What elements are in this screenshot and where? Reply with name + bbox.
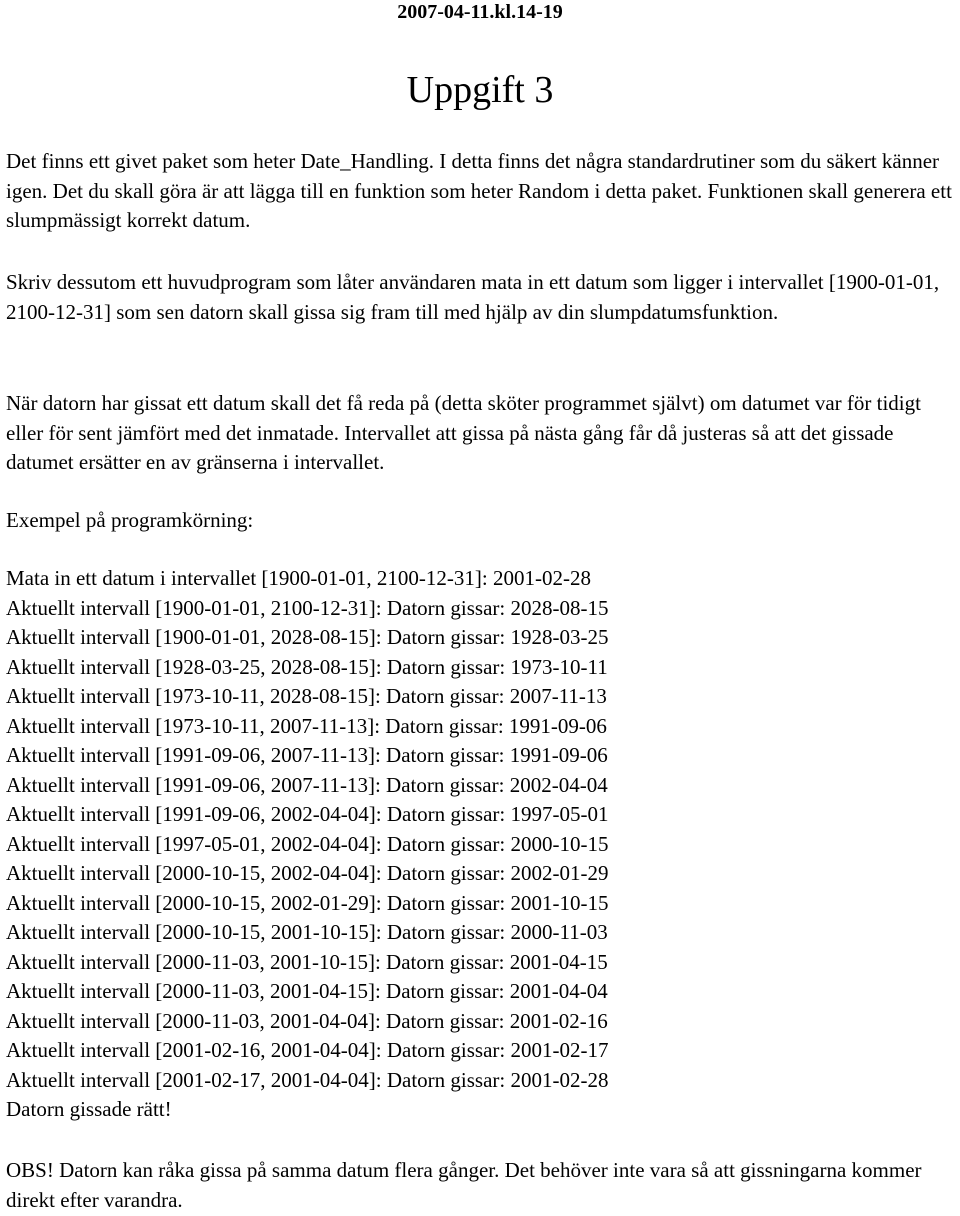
example-run-line: Aktuellt intervall [1928-03-25, 2028-08-15]: Datorn gissar: 1973-10-11 — [6, 654, 608, 679]
example-run-line: Aktuellt intervall [2000-10-15, 2002-01-29]: Datorn gissar: 2001-10-15 — [6, 890, 609, 915]
example-run-line: Aktuellt intervall [2000-11-03, 2001-04-04]: Datorn gissar: 2001-02-16 — [6, 1008, 608, 1033]
example-run-line: Mata in ett datum i intervallet [1900-01-01, 2100-12-31]: 2001-02-28 — [6, 566, 591, 590]
example-run-line: Aktuellt intervall [1991-09-06, 2007-11-13]: Datorn gissar: 2002-04-04 — [6, 772, 608, 797]
page-title: Uppgift 3 — [406, 69, 554, 111]
example-run-result: Datorn gissade rätt! — [6, 1097, 172, 1121]
intro-paragraph: Det finns ett givet paket som heter Date_Handling. I detta finns det några standardrutiner som du säkert känner igen. Det du skall göra är att lägga till en funktion som heter Random i detta paket. Funktionen skall generera ett slumpmässigt korrekt datum. — [6, 149, 952, 232]
example-run-line: Aktuellt intervall [1991-09-06, 2002-04-04]: Datorn gissar: 1997-05-01 — [6, 802, 609, 826]
example-run-line: Aktuellt intervall [2000-10-15, 2001-10-15]: Datorn gissar: 2000-11-03 — [6, 920, 608, 944]
example-run-line: Aktuellt intervall [1900-01-01, 2028-08-15]: Datorn gissar: 1928-03-25 — [6, 625, 609, 649]
example-run-line: Aktuellt intervall [2000-11-03, 2001-10-15]: Datorn gissar: 2001-04-15 — [6, 949, 608, 974]
example-run-line: Aktuellt intervall [2001-02-17, 2001-04-04]: Datorn gissar: 2001-02-28 — [6, 1067, 609, 1092]
example-run-line: Aktuellt intervall [2001-02-16, 2001-04-04]: Datorn gissar: 2001-02-17 — [6, 1038, 609, 1062]
example-heading: Exempel på programkörning: — [6, 508, 254, 532]
obs-paragraph: OBS! Datorn kan råka gissa på samma datum flera gånger. Det behöver inte vara så att gissningarna kommer direkt efter varandra. — [6, 1158, 922, 1212]
example-run-line: Aktuellt intervall [1991-09-06, 2007-11-13]: Datorn gissar: 1991-09-06 — [6, 743, 608, 767]
example-run-line: Aktuellt intervall [2000-10-15, 2002-04-04]: Datorn gissar: 2002-01-29 — [6, 861, 609, 885]
example-run-line: Aktuellt intervall [1973-10-11, 2028-08-15]: Datorn gissar: 2007-11-13 — [6, 684, 607, 708]
main-program-paragraph: Skriv dessutom ett huvudprogram som låter användaren mata in ett datum som ligger i intervallet [1900-01-01, 2100-12-31] som sen datorn skall gissa sig fram till med hjälp av din slumpdatumsfunktion. — [6, 270, 940, 324]
header-date: 2007-04-11.kl.14-19 — [397, 1, 563, 23]
example-run-line: Aktuellt intervall [1900-01-01, 2100-12-31]: Datorn gissar: 2028-08-15 — [6, 595, 609, 620]
example-run-line: Aktuellt intervall [1973-10-11, 2007-11-13]: Datorn gissar: 1991-09-06 — [6, 713, 607, 738]
example-run-line: Aktuellt intervall [2000-11-03, 2001-04-15]: Datorn gissar: 2001-04-04 — [6, 979, 608, 1003]
example-run-line: Aktuellt intervall [1997-05-01, 2002-04-04]: Datorn gissar: 2000-10-15 — [6, 831, 609, 856]
example-run — [6, 564, 956, 1125]
feedback-paragraph: När datorn har gissat ett datum skall det få reda på (detta sköter programmet självt) om datumet var för tidigt eller för sent jämfört med det inmatade. Intervallet att gissa på nästa gång får då justeras så att det gissade datumet ersätter en av gränserna i intervallet. — [6, 391, 921, 474]
